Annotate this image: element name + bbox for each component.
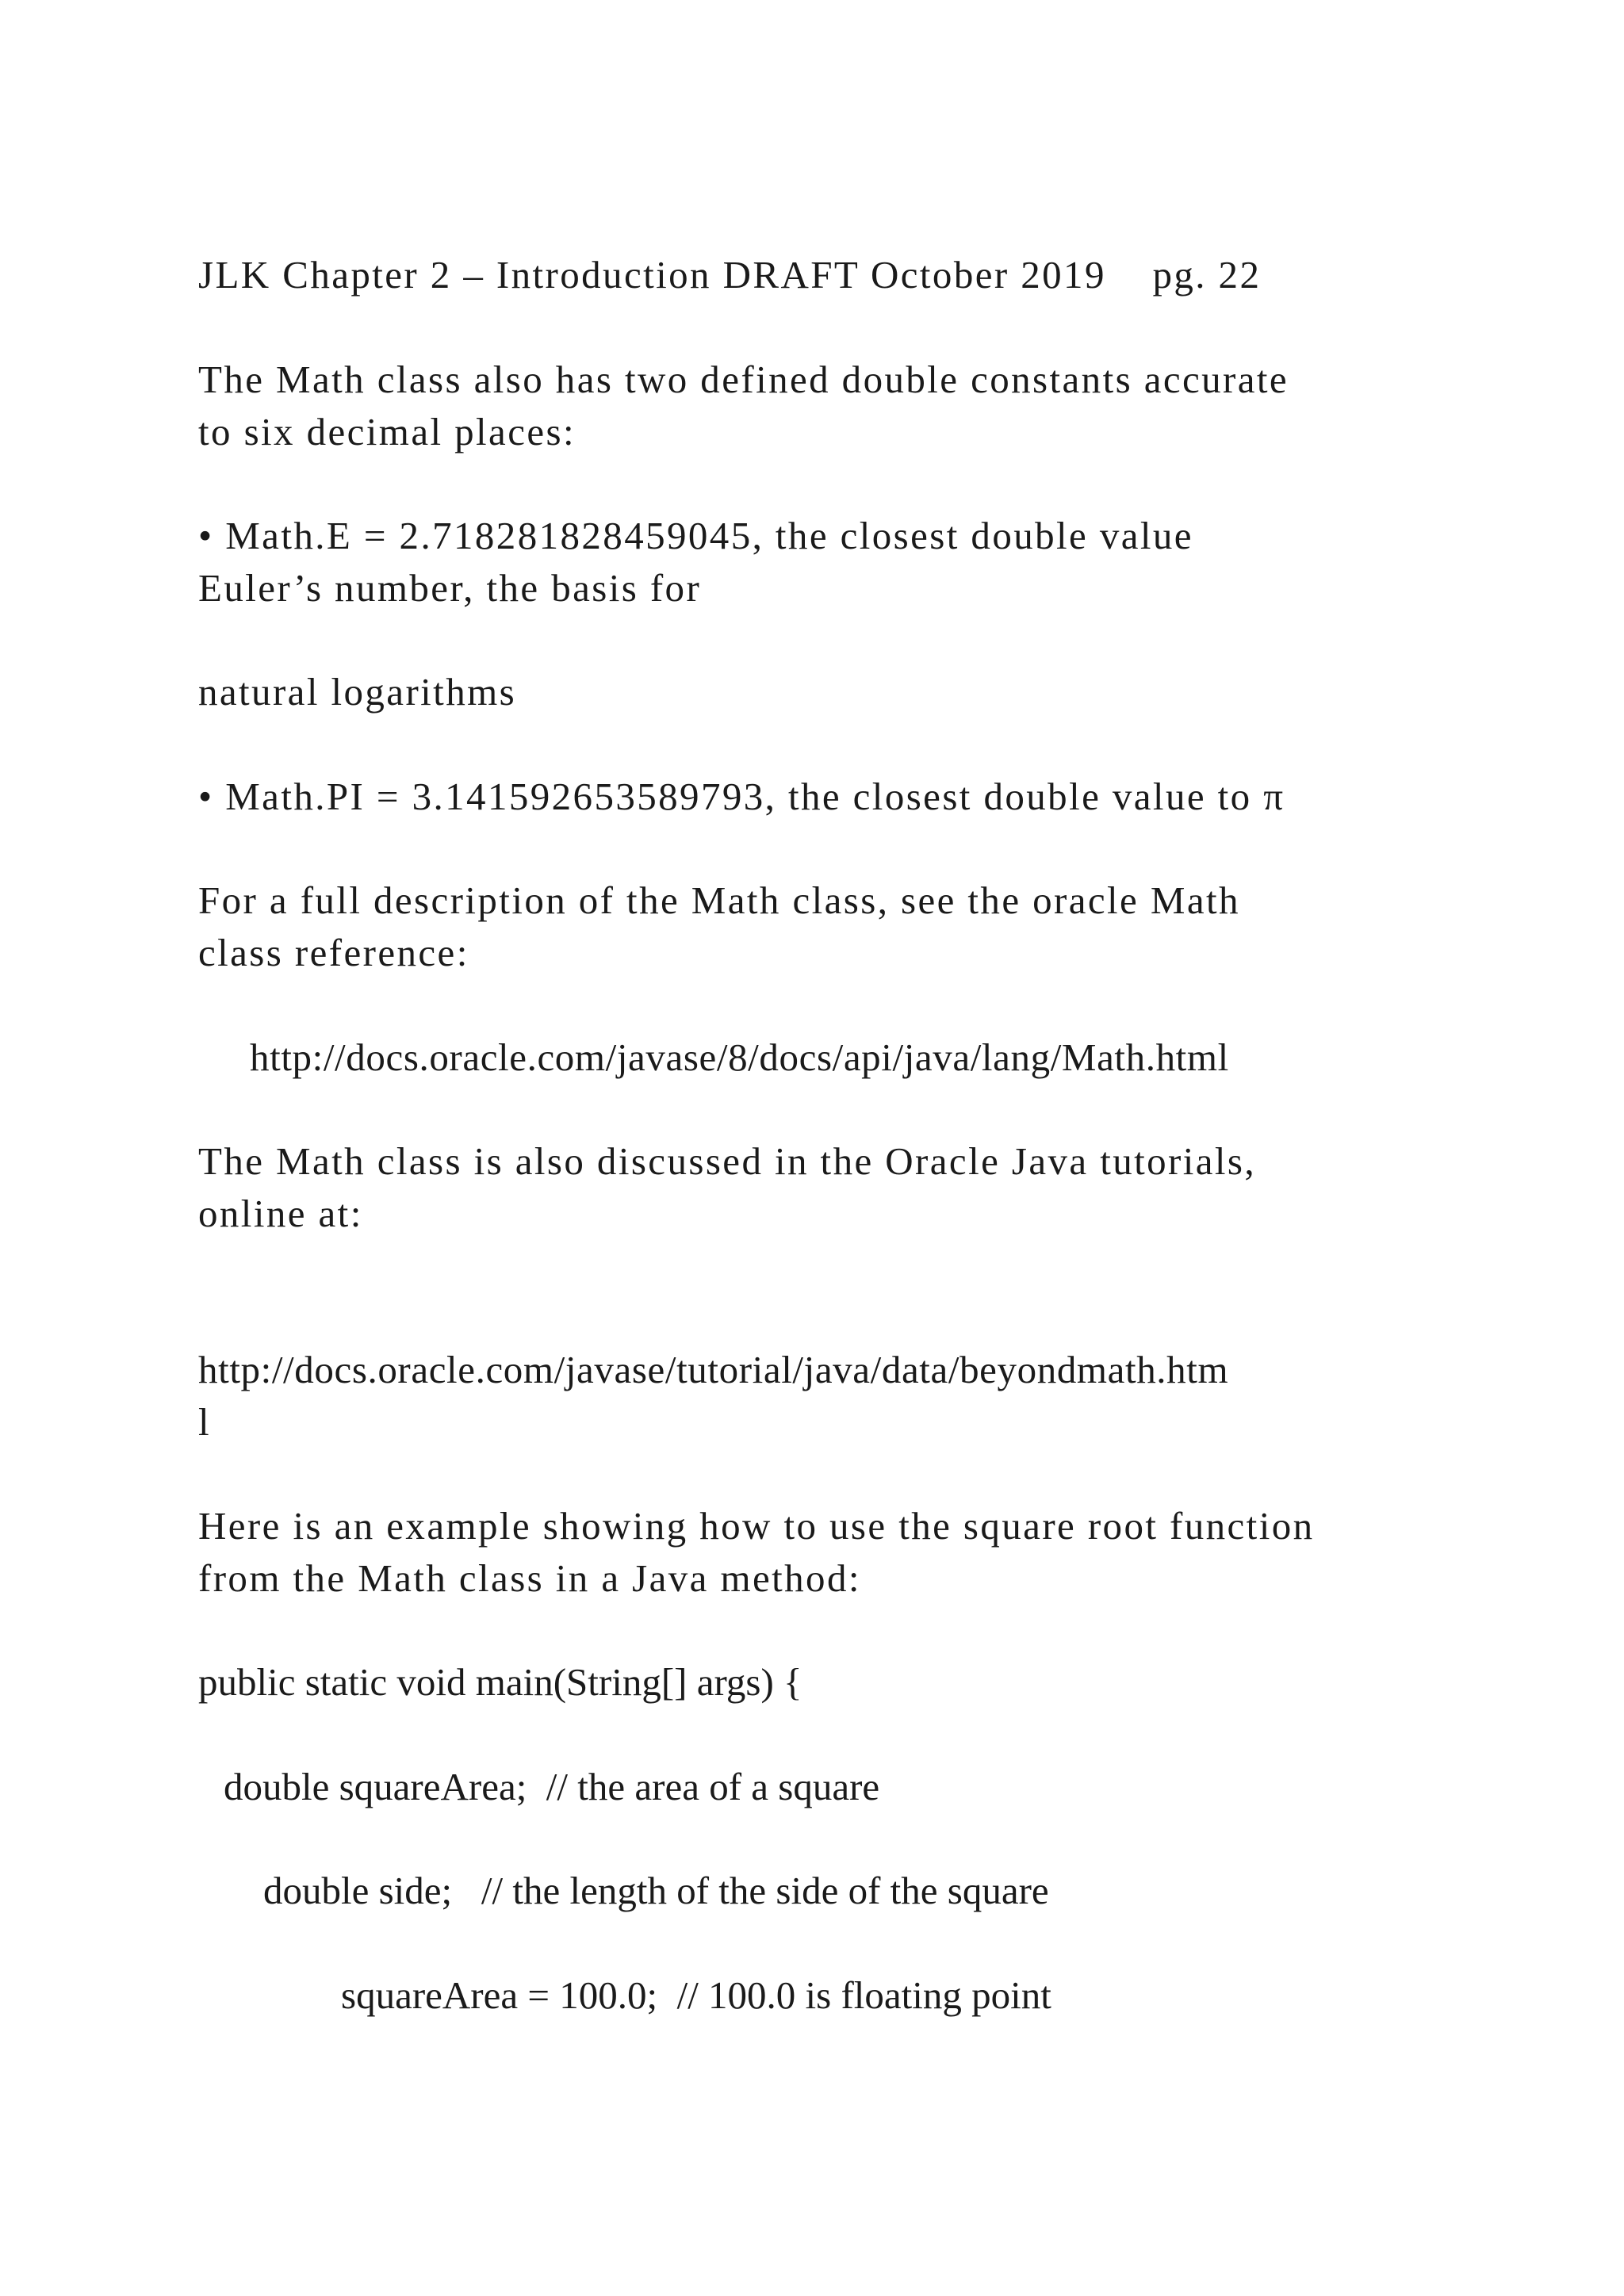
header-title: JLK Chapter 2 – Introduction DRAFT October 2019 bbox=[198, 253, 1106, 297]
page-number: pg. 22 bbox=[1152, 253, 1262, 297]
paragraph-line: online at: bbox=[198, 1192, 363, 1235]
paragraph-line: class reference: bbox=[198, 931, 469, 974]
paragraph-line: The Math class is also discussed in the Oracle Java tutorials, bbox=[198, 1139, 1257, 1183]
tutorial-url: http://docs.oracle.com/javase/tutorial/java/data/beyondmath.htm bbox=[198, 1348, 1229, 1391]
page-header bbox=[198, 249, 1261, 301]
paragraph-line: Euler’s number, the basis for bbox=[198, 566, 702, 610]
reference-url: http://docs.oracle.com/javase/8/docs/api/java/lang/Math.html bbox=[250, 1035, 1229, 1079]
paragraph-line: natural logarithms bbox=[198, 670, 517, 714]
paragraph-line: Here is an example showing how to use the square root function bbox=[198, 1504, 1315, 1548]
tutorial-url-continued: l bbox=[198, 1400, 210, 1444]
bullet-math-pi: • Math.PI = 3.141592653589793, the closest double value to π bbox=[198, 775, 1285, 818]
code-line: squareArea = 100.0; // 100.0 is floating point bbox=[341, 1973, 1051, 2017]
paragraph-line: The Math class also has two defined double constants accurate bbox=[198, 358, 1289, 401]
paragraph-line: to six decimal places: bbox=[198, 410, 576, 453]
bullet-math-e: • Math.E = 2.718281828459045, the closest double value bbox=[198, 514, 1193, 557]
paragraph-line: from the Math class in a Java method: bbox=[198, 1556, 861, 1600]
code-line: double squareArea; // the area of a square bbox=[224, 1765, 880, 1808]
code-line: public static void main(String[] args) { bbox=[198, 1660, 802, 1704]
paragraph-line: For a full description of the Math class, see the oracle Math bbox=[198, 878, 1240, 922]
code-line: double side; // the length of the side of the square bbox=[263, 1869, 1049, 1912]
